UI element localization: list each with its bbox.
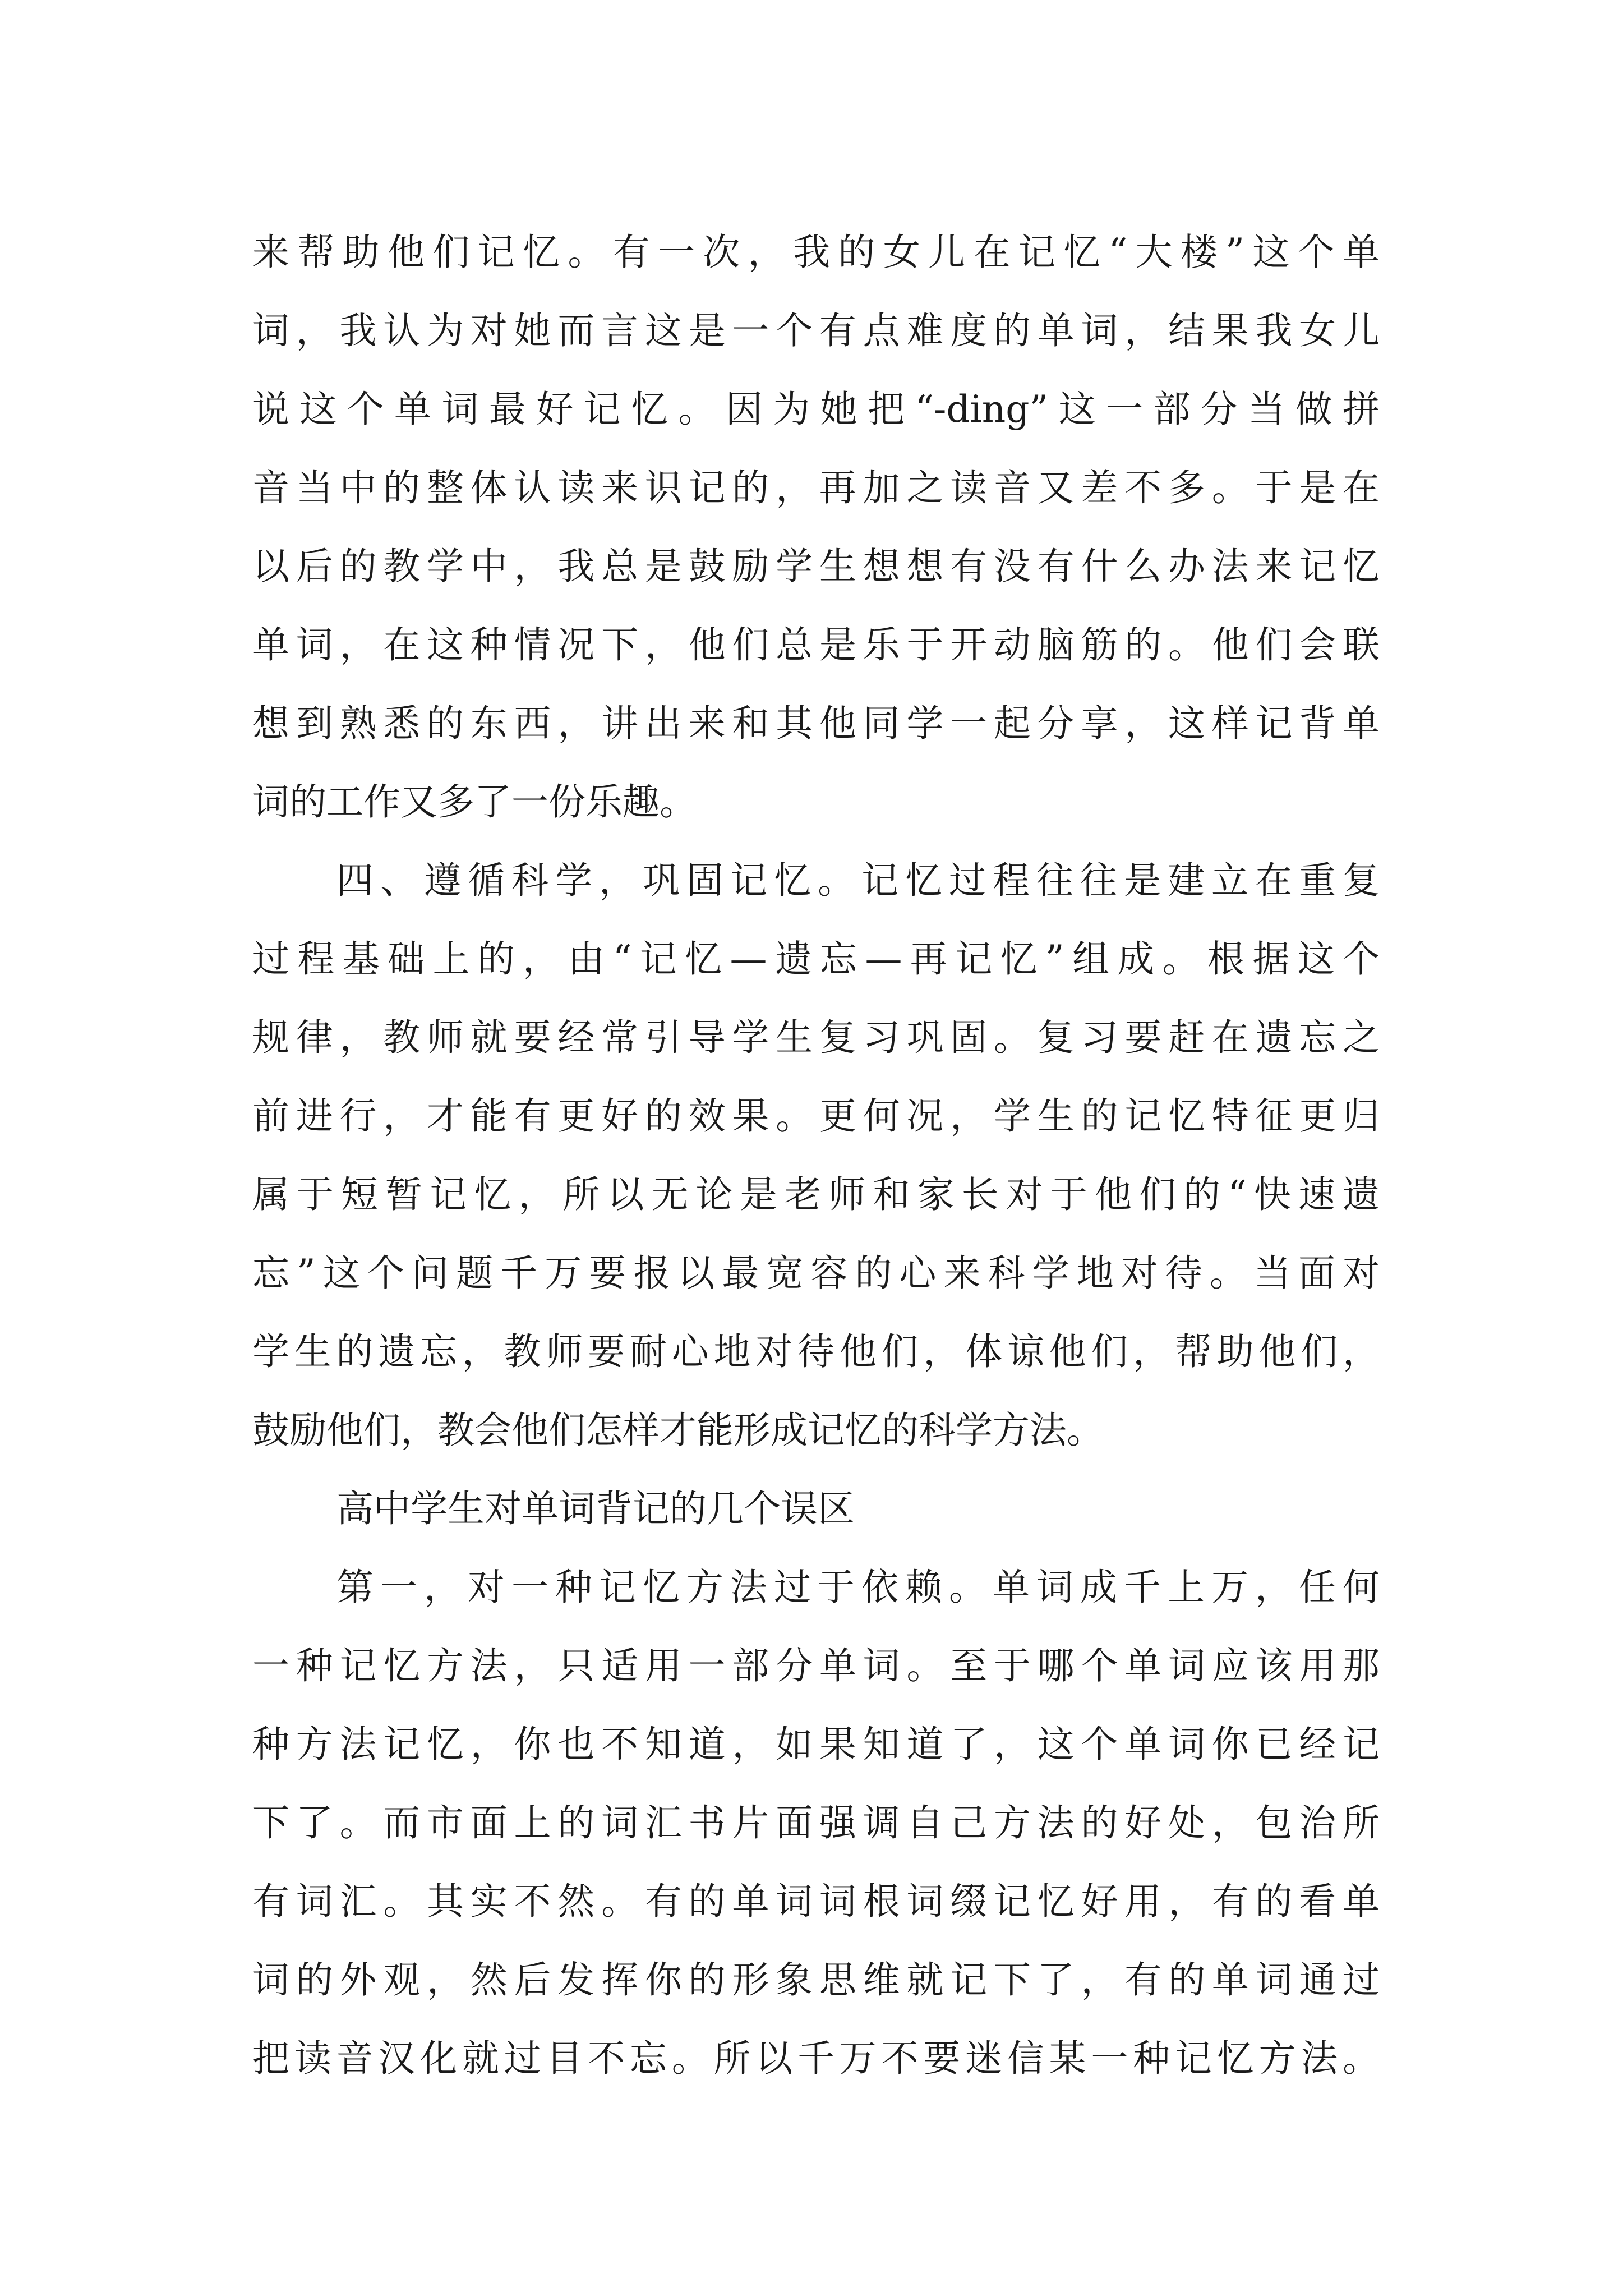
- text-line: 四、遵循科学，巩固记忆。记忆过程往往是建立在重复: [336, 859, 1380, 902]
- text-line: 过程基础上的，由“记忆—遗忘—再记忆”组成。根据这个: [252, 937, 1380, 981]
- text-line: 种方法记忆，你也不知道，如果知道了，这个单词你已经记: [252, 1723, 1380, 1766]
- text-line: 忘”这个问题千万要报以最宽容的心来科学地对待。当面对: [252, 1251, 1380, 1295]
- text-line: 词，我认为对她而言这是一个有点难度的单词，结果我女儿: [252, 309, 1380, 352]
- text-line: 有词汇。其实不然。有的单词词根词缀记忆好用，有的看单: [252, 1880, 1380, 1923]
- text-line: 词的工作又多了一份乐趣。: [252, 780, 697, 823]
- text-line: 规律，教师就要经常引导学生复习巩固。复习要赶在遗忘之: [252, 1016, 1380, 1059]
- text-line: 想到熟悉的东西，讲出来和其他同学一起分享，这样记背单: [252, 702, 1380, 745]
- text-line: 学生的遗忘，教师要耐心地对待他们，体谅他们，帮助他们，: [252, 1330, 1380, 1373]
- text-line: 单词，在这种情况下，他们总是乐于开动脑筋的。他们会联: [252, 623, 1380, 666]
- text-line: 来帮助他们记忆。有一次，我的女儿在记忆“大楼”这个单: [252, 231, 1380, 274]
- text-line: 把读音汉化就过目不忘。所以千万不要迷信某一种记忆方法。: [252, 2037, 1380, 2080]
- text-line: 说这个单词最好记忆。因为她把“-ding”这一部分当做拼: [252, 388, 1380, 431]
- text-line: 鼓励他们，教会他们怎样才能形成记忆的科学方法。: [252, 1409, 1104, 1452]
- text-line: 以后的教学中，我总是鼓励学生想想有没有什么办法来记忆: [252, 545, 1380, 588]
- text-line: 下了。而市面上的词汇书片面强调自己方法的好处，包治所: [252, 1801, 1380, 1844]
- text-line: 第一，对一种记忆方法过于依赖。单词成千上万，任何: [336, 1566, 1380, 1609]
- text-line: 属于短暂记忆，所以无论是老师和家长对于他们的“快速遗: [252, 1173, 1380, 1216]
- text-line: 词的外观，然后发挥你的形象思维就记下了，有的单词通过: [252, 1958, 1380, 2001]
- document-page: [252, 213, 1380, 2098]
- text-line: 一种记忆方法，只适用一部分单词。至于哪个单词应该用那: [252, 1644, 1380, 1687]
- text-line: 音当中的整体认读来识记的，再加之读音又差不多。于是在: [252, 466, 1380, 509]
- text-line: 高中学生对单词背记的几个误区: [336, 1487, 855, 1530]
- text-line: 前进行，才能有更好的效果。更何况，学生的记忆特征更归: [252, 1094, 1380, 1138]
